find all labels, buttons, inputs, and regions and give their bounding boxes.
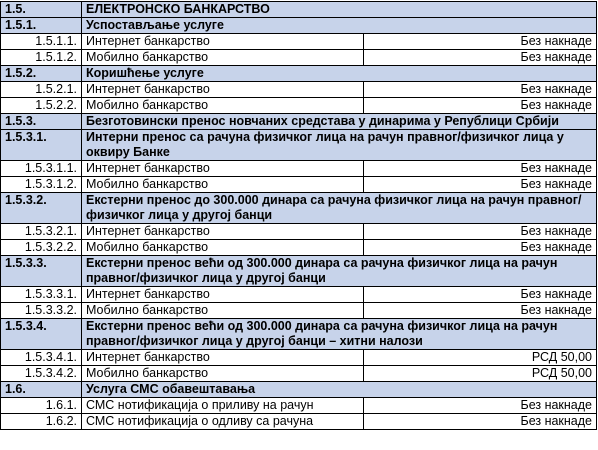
row-code: 1.5.2. [1,66,82,82]
fee-value: Без накнаде [364,398,597,414]
section-row [1,193,597,224]
table-row [1,303,597,319]
service-label: Мобилно банкарство [82,240,364,256]
section-heading: Екстерни пренос већи од 300.000 динара са рачуна физичког лица на рачун правног/физичког лица у другој банци – хитни налози [82,319,597,350]
row-code: 1.5.3.1.1. [1,161,82,177]
section-row [1,319,597,350]
fee-value: РСД 50,00 [364,350,597,366]
row-code: 1.6.2. [1,414,82,430]
service-label: Мобилно банкарство [82,50,364,66]
row-code: 1.5.3.3.1. [1,287,82,303]
row-code: 1.5. [1,2,82,18]
fee-table-body [1,2,597,430]
row-code: 1.6. [1,382,82,398]
section-heading: Успостављање услуге [82,18,597,34]
row-code: 1.5.1.2. [1,50,82,66]
section-row [1,256,597,287]
table-row [1,366,597,382]
fee-value: Без накнаде [364,177,597,193]
row-code: 1.5.3.2.1. [1,224,82,240]
fee-value: РСД 50,00 [364,366,597,382]
row-code: 1.5.3.1.2. [1,177,82,193]
section-row [1,130,597,161]
table-row [1,82,597,98]
table-row [1,177,597,193]
service-label: Интернет банкарство [82,161,364,177]
row-code: 1.5.3.2.2. [1,240,82,256]
table-row [1,161,597,177]
service-label: Мобилно банкарство [82,303,364,319]
service-label: СМС нотификација о одливу са рачуна [82,414,364,430]
row-code: 1.5.2.2. [1,98,82,114]
fee-value: Без накнаде [364,303,597,319]
section-heading: Безготовински пренос новчаних средстава у динарима у Републици Србији [82,114,597,130]
row-code: 1.5.3.3.2. [1,303,82,319]
row-code: 1.5.1. [1,18,82,34]
row-code: 1.5.1.1. [1,34,82,50]
fee-table [0,1,597,430]
service-label: Интернет банкарство [82,287,364,303]
fee-value: Без накнаде [364,161,597,177]
section-row [1,18,597,34]
fee-value: Без накнаде [364,34,597,50]
service-label: Интернет банкарство [82,82,364,98]
row-code: 1.6.1. [1,398,82,414]
row-code: 1.5.3.4. [1,319,82,350]
service-label: Мобилно банкарство [82,366,364,382]
row-code: 1.5.3.1. [1,130,82,161]
service-label: Интернет банкарство [82,224,364,240]
section-heading: Екстерни пренос до 300.000 динара са рачуна физичког лица на рачун правног/физичког лица у другој банци [82,193,597,224]
service-label: СМС нотификација о приливу на рачун [82,398,364,414]
service-label: Мобилно банкарство [82,98,364,114]
row-code: 1.5.3. [1,114,82,130]
section-row [1,2,597,18]
table-row [1,414,597,430]
table-row [1,224,597,240]
row-code: 1.5.3.2. [1,193,82,224]
section-row [1,114,597,130]
fee-value: Без накнаде [364,50,597,66]
row-code: 1.5.3.4.2. [1,366,82,382]
section-heading: Коришћење услуге [82,66,597,82]
table-row [1,50,597,66]
table-row [1,98,597,114]
fee-value: Без накнаде [364,240,597,256]
section-row [1,382,597,398]
service-label: Мобилно банкарство [82,177,364,193]
table-row [1,350,597,366]
fee-value: Без накнаде [364,224,597,240]
table-row [1,240,597,256]
service-label: Интернет банкарство [82,350,364,366]
section-heading: Услуга СМС обавештавања [82,382,597,398]
row-code: 1.5.2.1. [1,82,82,98]
section-row [1,66,597,82]
table-row [1,398,597,414]
fee-value: Без накнаде [364,98,597,114]
row-code: 1.5.3.3. [1,256,82,287]
fee-value: Без накнаде [364,82,597,98]
service-label: Интернет банкарство [82,34,364,50]
section-heading: ЕЛЕКТРОНСКО БАНКАРСТВО [82,2,597,18]
section-heading: Екстерни пренос већи од 300.000 динара са рачуна физичког лица на рачун правног/физичког лица у другој банци [82,256,597,287]
table-row [1,287,597,303]
row-code: 1.5.3.4.1. [1,350,82,366]
fee-value: Без накнаде [364,414,597,430]
section-heading: Интерни пренос са рачуна физичког лица на рачун правног/физичког лица у оквиру Банке [82,130,597,161]
fee-value: Без накнаде [364,287,597,303]
table-row [1,34,597,50]
